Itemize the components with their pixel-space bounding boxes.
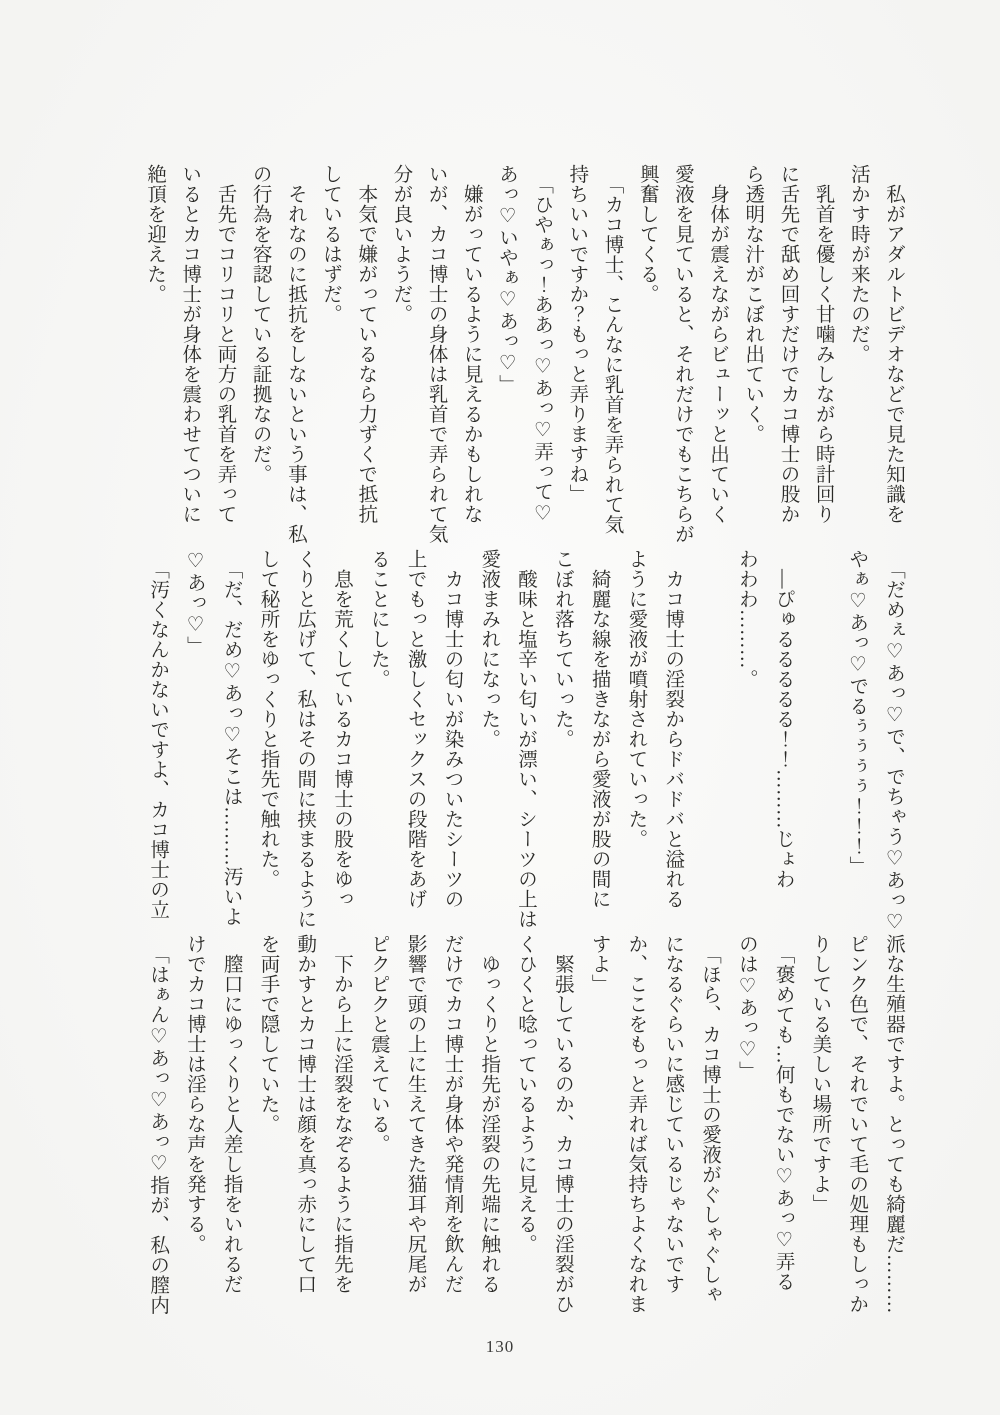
text-column: しているはずだ。 [320, 164, 341, 324]
text-column: こぼれ落ちていった。 [551, 549, 573, 749]
text-column: あっ♡いやぁ♡あっ♡」 [495, 164, 517, 395]
text-column: 絶頂を迎えた。 [144, 164, 166, 304]
text-column: 「だ、だめ♡あっ♡そこは………汚いよ [220, 549, 242, 927]
text-column: 愛液まみれになった。 [478, 549, 500, 749]
text-column: 「だめぇ♡あっ♡で、でちゃう♡あっ♡ [883, 549, 904, 934]
text-column: 興奮してくる。 [636, 164, 658, 304]
text-column: 下から上に淫裂をなぞるように指先を [331, 934, 353, 1294]
text-column: 乳首を優しく甘噛みしながら時計回り [812, 164, 834, 524]
text-column: の行為を容認している証拠なのだ。 [249, 164, 271, 484]
text-column: くりと広げて、私はその間に挟まるように [294, 549, 316, 929]
text-column: 酸味と塩辛い匂いが漂い、シーツの上は [515, 549, 537, 929]
text-column: 動かすとカコ博士は顔を真っ赤にして口 [294, 934, 316, 1294]
text-column: 綺麗な線を描きながら愛液が股の間に [588, 549, 610, 909]
text-column: ―ぴゅるるるるる！！………じょわ [772, 549, 794, 889]
text-column: 分が良いようだ。 [390, 164, 412, 324]
text-column: 持ちいいですか？もっと弄りますね」 [566, 164, 588, 504]
text-column: 愛液を見ていると、それだけでもこちらが [671, 164, 693, 544]
text-column: それなのに抵抗をしないという事は、私 [284, 164, 306, 544]
text-column: 上でもっと激しくセックスの段階をあげ [404, 549, 426, 909]
text-band-top [127, 164, 904, 544]
text-column: のは♡あっ♡」 [735, 934, 757, 1081]
text-column: ることにした。 [367, 549, 389, 689]
text-column: 「ひやぁっ！ああっ♡あっ♡弄って♡ [531, 164, 553, 525]
text-column: 膣口にゆっくりと人差し指をいれるだ [220, 934, 242, 1294]
text-column: 息を荒くしているカコ博士の股をゆっ [331, 549, 353, 909]
text-column: 活かす時が来たのだ。 [847, 164, 869, 364]
text-column: 「はぁん♡あっ♡あっ♡指が、私の膣内 [147, 934, 169, 1315]
text-column: 舌先でコリコリと両方の乳首を弄って [214, 164, 236, 524]
text-column: ゆっくりと指先が淫裂の先端に触れる [478, 934, 500, 1294]
text-column: 「褒めても…何もでない♡あっ♡弄る [772, 934, 794, 1292]
text-column: ら透明な汁がこぼれ出ていく。 [742, 164, 764, 444]
text-column: ように愛液が噴射されていった。 [625, 549, 647, 849]
text-column: 嫌がっているように見えるかもしれな [460, 164, 482, 524]
text-column: 緊張しているのか、カコ博士の淫裂がひ [551, 934, 573, 1314]
text-column: 私がアダルトビデオなどで見た知識を [883, 164, 904, 524]
text-column: 身体が震えながらビューッと出ていく [707, 164, 729, 524]
text-column: 影響で頭の上に生えてきた猫耳や尻尾が [404, 934, 426, 1294]
text-column: いが、カコ博士の身体は乳首で弄られて気 [425, 164, 447, 544]
page-number: 130 [485, 1337, 515, 1356]
text-column: りしている美しい場所ですよ」 [809, 934, 831, 1214]
blank-column [793, 549, 830, 907]
text-column: を両手で隠していた。 [257, 934, 279, 1134]
text-column: だけでカコ博士が身体や発情剤を飲んだ [441, 934, 463, 1294]
text-column: に舌先で舐め回すだけでカコ博士の股か [777, 164, 799, 524]
text-column: 「ほら、カコ博士の愛液がぐしゃぐしゃ [699, 934, 721, 1305]
text-column: カコ博士の匂いが染みついたシーツの [441, 549, 463, 909]
text-column: になるぐらいに感じているじゃないです [662, 934, 684, 1294]
text-column: 本気で嫌がっているなら力ずくで抵抗 [355, 164, 377, 524]
text-column: わわわ………。 [735, 549, 757, 689]
text-column: ♡あっ♡」 [183, 549, 205, 656]
text-column: カコ博士の淫裂からドバドバと溢れる [662, 549, 684, 909]
text-column: して秘所をゆっくりと指先で触れた。 [257, 549, 279, 889]
text-column: すよ」 [588, 934, 610, 994]
text-column: 「カコ博士、こんなに乳首を弄られて気 [601, 164, 623, 535]
text-column: ピクピクと震えている。 [367, 934, 389, 1154]
text-band-bottom [127, 934, 904, 1315]
text-column: けでカコ博士は淫らな声を発する。 [183, 934, 205, 1254]
blank-column [682, 549, 719, 907]
text-column: 「汚くなんかないですよ、カコ博士の立 [147, 549, 169, 920]
text-column: くひくと唸っているように見える。 [515, 934, 537, 1254]
text-column: いるとカコ博士が身体を震わせてついに [179, 164, 201, 524]
text-column: ピンク色で、それでいて毛の処理もしっか [846, 934, 868, 1314]
text-column: 派な生殖器ですよ。とっても綺麗だ……… [883, 934, 904, 1314]
text-band-middle [127, 549, 904, 934]
text-column: やぁ♡あっ♡でるぅぅぅぅ！！！」 [846, 549, 868, 876]
text-column: か、ここをもっと弄れば気持ちよくなれま [625, 934, 647, 1314]
